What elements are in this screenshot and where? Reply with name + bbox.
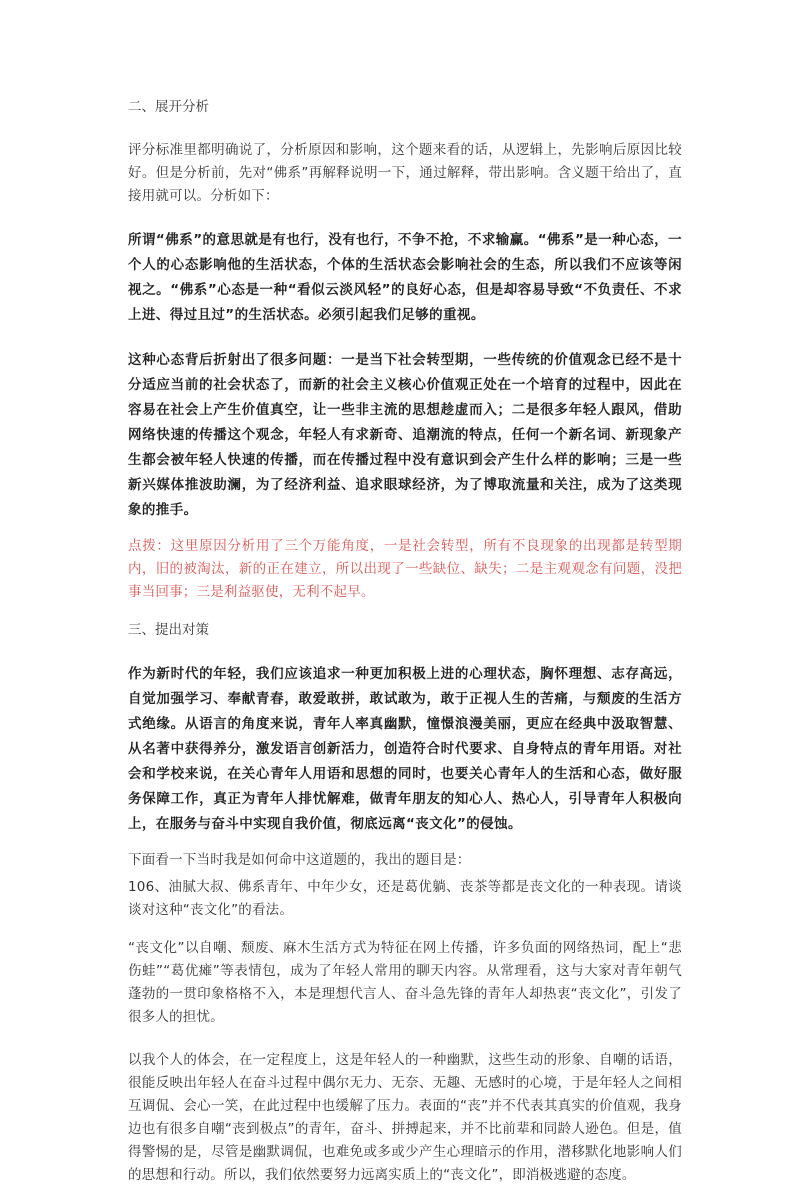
section-heading-analysis: 二、展开分析 — [128, 99, 209, 115]
paragraph-scoring-intro: 评分标准里都明确说了，分析原因和影响，这个题来看的话，从逻辑上，先影响后原因比较好。但是分析前，先对“佛系”再解释说明一下，通过解释，带出影响。含义题干给出了，直接用就可以。分析如下： — [128, 142, 682, 204]
paragraph-sang-culture: “丧文化”以自嘲、颓废、麻木生活方式为特征在网上传播，许多负面的网络热词，配上“悲伤蛙”“葛优瘫”等表情包，成为了年轻人常用的聊天内容。从常理看，这与大家对青年朝气蓬勃的一贯印象格格不入，本是理想代言人、奋斗急先锋的青年人却热衷“丧文化”，引发了很多人的担忧。 — [128, 940, 682, 1025]
paragraph-countermeasures: 作为新时代的年轻，我们应该追求一种更加积极上进的心理状态，胸怀理想、志存高远，自觉加强学习、奉献青春，敢爱敢拼，敢试敢为，敢于正视人生的苦痛，与颓废的生活方式绝缘。从语言的角度来说，青年人率真幽默，憧憬浪漫美丽，更应在经典中汲取智慧、从名著中获得养分，激发语言创新活力，创造符合时代要求、自身特点的青年用语。对社会和学校来说，在关心青年人用语和思想的同时，也要关心青年人的生活和心态，做好服务保障工作，真正为青年人排忧解难，做青年朋友的知心人、热心人，引导青年人积极向上，在服务与奋斗中实现自我价值，彻底远离“丧文化”的侵蚀。 — [128, 666, 682, 832]
paragraph-causes: 这种心态背后折射出了很多问题：一是当下社会转型期，一些传统的价值观念已经不是十分适应当前的社会状态了，而新的社会主义核心价值观正处在一个培育的过程中，因此在容易在社会上产生价值真空，让一些非主流的思想趁虚而入；二是很多年轻人跟风，借助网络快速的传播这个观念，年轻人有求新奇、追潮流的特点，任何一个新名词、新现象产生都会被年轻人快速的传播，而在传播过程中没有意识到会产生什么样的影响；三是一些新兴媒体推波助澜，为了经济利益、追求眼球经济，为了博取流量和关注，成为了这类现象的推手。 — [128, 352, 682, 518]
paragraph-personal-view: 以我个人的体会，在一定程度上，这是年轻人的一种幽默，这些生动的形象、自嘲的话语，很能反映出年轻人在奋斗过程中偶尔无力、无奈、无趣、无感时的心境，于是年轻人之间相互调侃、会心一笑，在此过程中也缓解了压力。表面的“丧”并不代表其真实的价值观，我身边也有很多自嘲“丧到极点”的青年，奋斗、拼搏起来，并不比前辈和同龄人逊色。但是，值得警惕的是，尽管是幽默调侃，也难免或多或少产生心理暗示的作用，潜移默化地影响人们的思想和行动。所以，我们依然要努力远离实质上的“丧文化”，即消极逃避的态度。 — [128, 1052, 682, 1183]
section-heading-countermeasures: 三、提出对策 — [128, 622, 209, 638]
paragraph-question-intro: 下面看一下当时我是如何命中这道题的，我出的题目是： — [128, 852, 471, 868]
paragraph-tip-note: 点拨：这里原因分析用了三个万能角度，一是社会转型，所有不良现象的出现都是转型期内，旧的被淘汰，新的正在建立，所以出现了一些缺位、缺失；二是主观观念有问题，没把事当回事；三是利益驱使，无利不起早。 — [128, 538, 682, 600]
paragraph-question-106: 106、油腻大叔、佛系青年、中年少女，还是葛优躺、丧茶等都是丧文化的一种表现。请谈谈对这种“丧文化”的看法。 — [128, 879, 682, 918]
paragraph-buddhist-meaning: 所谓“佛系”的意思就是有也行，没有也行，不争不抢，不求输赢。“佛系”是一种心态，一个人的心态影响他的生活状态，个体的生活状态会影响社会的生态，所以我们不应该等闲视之。“佛系”心态是一种“看似云淡风轻”的良好心态，但是却容易导致“不负责任、不求上进、得过且过”的生活状态。必须引起我们足够的重视。 — [128, 232, 682, 323]
